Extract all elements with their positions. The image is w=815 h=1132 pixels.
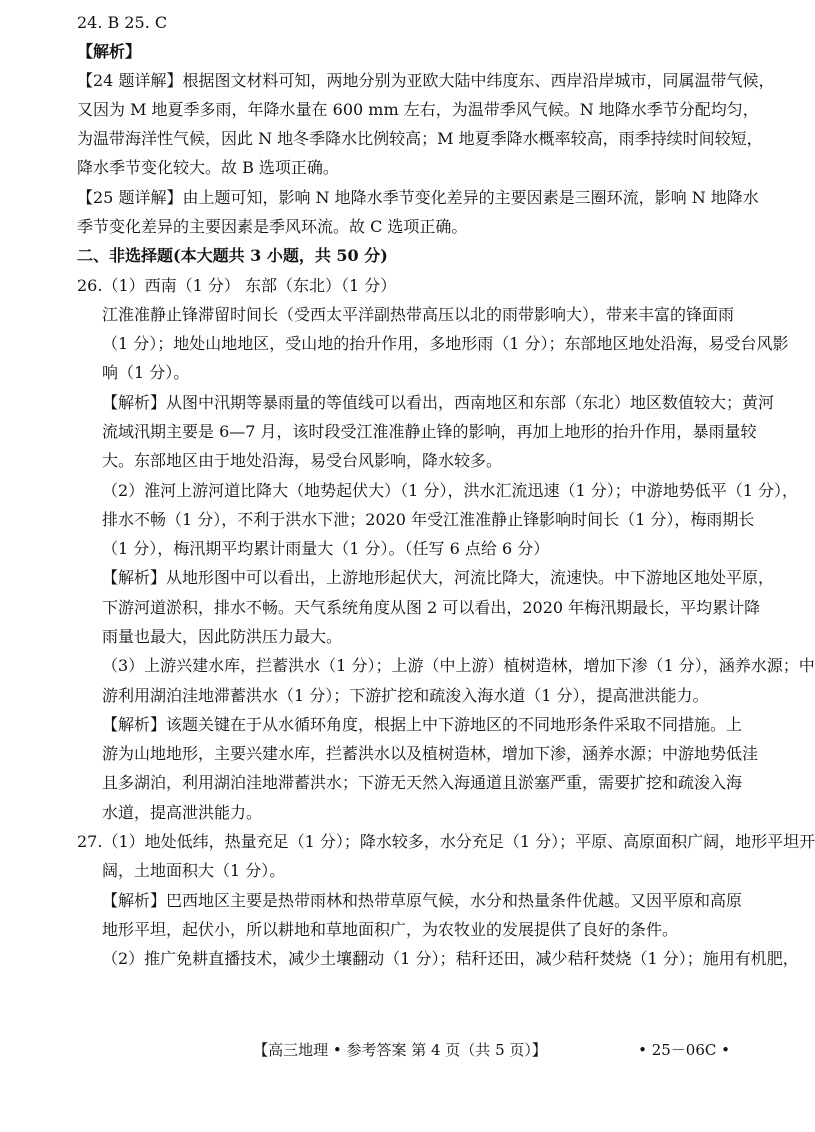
footer-code: • 25－06C • xyxy=(638,1041,730,1059)
q26-line: 游为山地地形，主要兴建水库，拦蓄洪水以及植树造林，增加下渗，涵养水源；中游地势低洼 xyxy=(102,744,759,763)
analysis-line: 【25 题详解】由上题可知，影响 N 地降水季节变化差异的主要因素是三圈环流，影响 N 地降水 xyxy=(77,188,759,207)
q26-line: （1 分），梅汛期平均累计雨量大（1 分）。（任写 6 点给 6 分） xyxy=(102,539,550,558)
analysis-line: 季节变化差异的主要因素是季风环流。故 C 选项正确。 xyxy=(77,217,468,236)
analysis-line: 降水季节变化较大。故 B 选项正确。 xyxy=(77,158,339,177)
q27-line: 【解析】巴西地区主要是热带雨林和热带草原气候，水分和热量条件优越。又因平原和高原 xyxy=(102,891,743,910)
q26-line: 雨量也最大，因此防洪压力最大。 xyxy=(102,627,343,646)
q26-line: 下游河道淤积，排水不畅。天气系统角度从图 2 可以看出，2020 年梅汛期最长，平均累计降 xyxy=(102,598,761,617)
analysis-line: 【24 题详解】根据图文材料可知，两地分别为亚欧大陆中纬度东、西岸沿岸城市，同属温带气候， xyxy=(77,71,775,90)
q26-line: 且多湖泊，利用湖泊洼地滞蓄洪水；下游无天然入海通道且淤塞严重，需要扩挖和疏浚入海 xyxy=(102,773,743,792)
q26-line: 排水不畅（1 分），不利于洪水下泄；2020 年受江淮准静止锋影响时间长（1 分），梅雨期长 xyxy=(102,510,755,529)
analysis-heading: 【解析】 xyxy=(77,42,142,61)
q27-line: 地形平坦，起伏小，所以耕地和草地面积广，为农牧业的发展提供了良好的条件。 xyxy=(102,920,679,939)
q26-line: 大。东部地区由于地处沿海，易受台风影响，降水较多。 xyxy=(102,451,503,470)
q26-line: 【解析】从图中汛期等暴雨量的等值线可以看出，西南地区和东部（东北）地区数值较大；黄河 xyxy=(102,393,775,412)
q26-line: 流域汛期主要是 6—7 月，该时段受江淮准静止锋的影响，再加上地形的抬升作用，暴雨量较 xyxy=(102,422,757,441)
answers-line: 24. B 25. C xyxy=(77,13,168,32)
q27-line: 27.（1）地处低纬，热量充足（1 分）；降水较多，水分充足（1 分）；平原、高原面积广阔，地形平坦开 xyxy=(77,832,815,851)
q27-line: 阔，土地面积大（1 分）。 xyxy=(102,861,286,880)
analysis-line: 又因为 M 地夏季多雨，年降水量在 600 mm 左右，为温带季风气候。N 地降水季节分配均匀， xyxy=(77,100,759,119)
q26-line: 【解析】该题关键在于从水循环角度，根据上中下游地区的不同地形条件采取不同措施。上 xyxy=(102,715,743,734)
q26-line: 游利用湖泊洼地滞蓄洪水（1 分）；下游扩挖和疏浚入海水道（1 分），提高泄洪能力。 xyxy=(102,686,709,705)
q26-line: （1 分）；地处山地地区，受山地的抬升作用，多地形雨（1 分）；东部地区地处沿海，易受台风影 xyxy=(102,334,789,353)
footer-page-info: 【高三地理 • 参考答案 第 4 页（共 5 页）】 xyxy=(253,1041,547,1059)
q26-line: 江淮准静止锋滞留时间长（受西太平洋副热带高压以北的雨带影响大），带来丰富的锋面雨 xyxy=(102,305,735,324)
section-heading: 二、非选择题(本大题共 3 小题，共 50 分) xyxy=(77,246,388,265)
analysis-line: 为温带海洋性气候，因此 N 地冬季降水比例较高；M 地夏季降水概率较高，雨季持续时间较短， xyxy=(77,129,763,148)
q26-line: （3）上游兴建水库，拦蓄洪水（1 分）；上游（中上游）植树造林，增加下渗（1 分），涵养水源；中 xyxy=(102,656,815,675)
q26-line: 【解析】从地形图中可以看出，上游地形起伏大，河流比降大，流速快。中下游地区地处平原， xyxy=(102,568,775,587)
q26-line: （2）淮河上游河道比降大（地势起伏大）（1 分），洪水汇流迅速（1 分）；中游地势低平（1 分）， xyxy=(102,481,798,500)
q26-line: 26.（1）西南（1 分） 东部（东北）（1 分） xyxy=(77,276,397,295)
page-footer xyxy=(0,1036,800,1064)
q27-line: （2）推广免耕直播技术，减少土壤翻动（1 分）；秸秆还田，减少秸秆焚烧（1 分）；施用有机肥， xyxy=(102,949,799,968)
q26-line: 水道，提高泄洪能力。 xyxy=(102,803,263,822)
q26-line: 响（1 分）。 xyxy=(102,363,190,382)
